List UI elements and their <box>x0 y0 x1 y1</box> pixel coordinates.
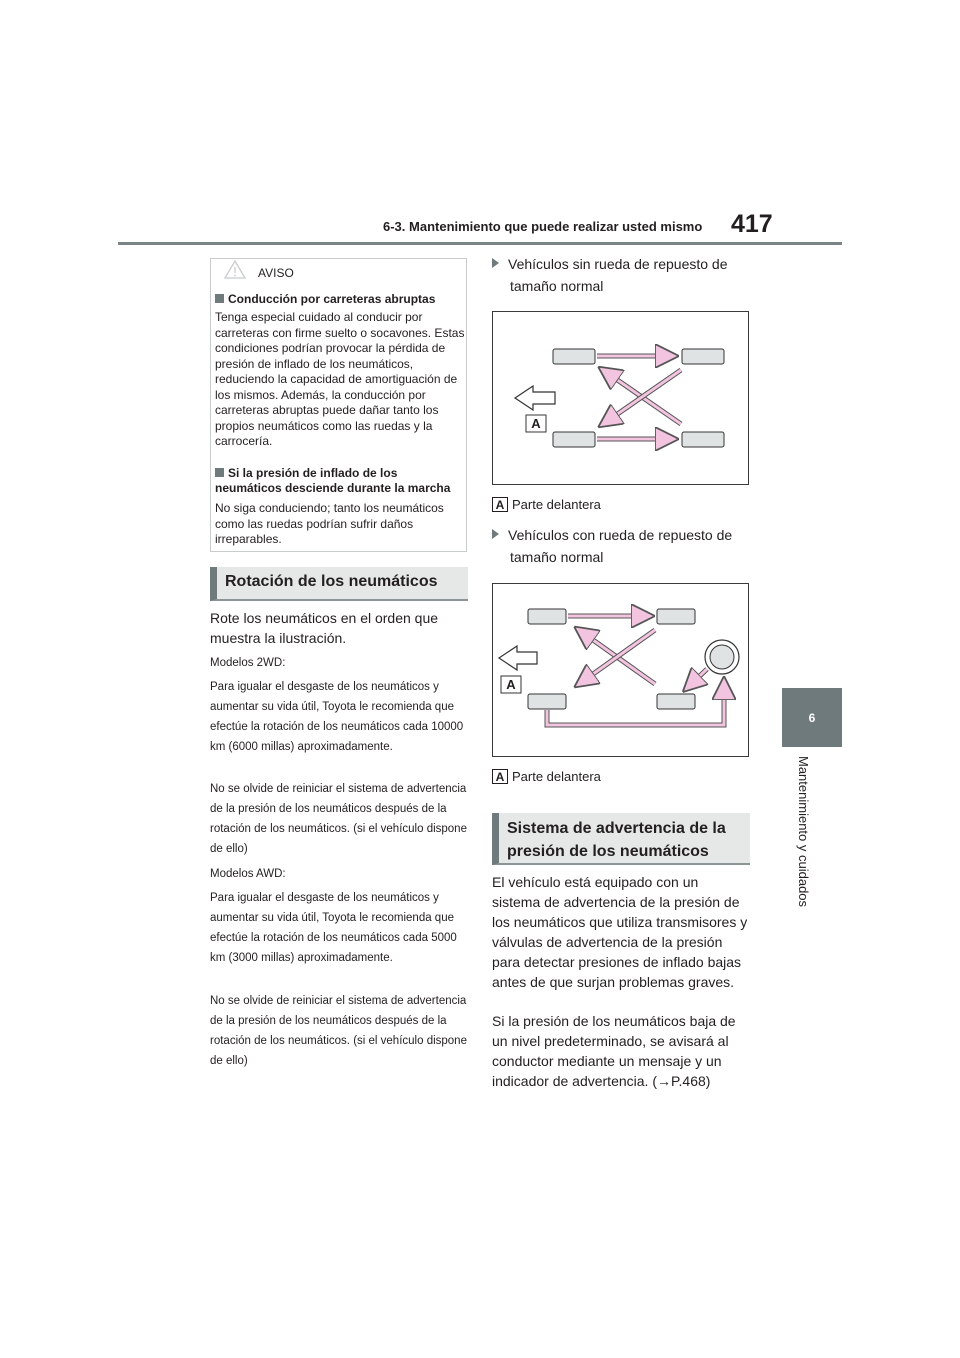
header-rule <box>118 242 842 245</box>
tire-rear-right <box>657 694 695 709</box>
section-heading-tpws: Sistema de advertencia de la presión de los neumáticos <box>492 813 750 865</box>
warning-item-heading: Conducción por carreteras abruptas <box>215 292 465 307</box>
page-number: 417 <box>731 210 773 238</box>
tpws-paragraph-2: Si la presión de los neumáticos baja de un nivel predeterminado, se avisará al conductor mediante un mensaje y un indicador de advertencia. (→P.468) <box>492 1013 736 1089</box>
chapter-label <box>796 756 828 926</box>
tpws-paragraph-1: El vehículo está equipado con un sistema de advertencia de la presión de los neumáticos que utiliza transmisores y válvulas de advertencia de la presión para detectar presiones de inflado bajas antes de que surjan problemas graves. <box>492 874 748 990</box>
model-awd-text: Para igualar el desgaste de los neumáticos y aumentar su vida útil, Toyota le recomienda que efectúe la rotación de los neumáticos cada 5000 km (3000 millas) aproximadamente. <box>210 892 457 964</box>
model-awd-reset: No se olvide de reiniciar el sistema de advertencia de la presión de los neumáticos después de la rotación de los neumáticos. (si el vehículo dispone de ello) <box>210 995 467 1067</box>
square-bullet-icon <box>215 468 224 477</box>
rotation-intro: Rote los neumáticos en el orden que muestra la ilustración. <box>210 610 439 646</box>
diagram-title-without-spare: Vehículos sin rueda de repuesto de tamaño normal <box>492 253 770 297</box>
tire-front-right <box>528 694 566 709</box>
tire-front-left <box>553 349 595 364</box>
section-title: 6-3. Mantenimiento que puede realizar usted mismo <box>383 219 703 234</box>
warning-item-body: No siga conduciendo; tanto los neumáticos como las ruedas podrían sufrir daños irreparables. <box>215 501 444 546</box>
front-direction-arrow <box>499 646 537 670</box>
diagram-caption: A Parte delantera <box>492 769 601 784</box>
rotation-diagram-graphic <box>493 312 748 484</box>
warning-item-body: Tenga especial cuidado al conducir por carreteras con firme suelto o socavones. Estas condiciones podrían provocar la pérdida de presión de inflado de los neumáticos, reduciendo la capacidad de amortiguación de los mismos. Además, la conducción por carreteras abruptas puede dañar tanto los propios neumáticos como las ruedas y la carrocería. <box>215 310 465 448</box>
warning-item-heading: Si la presión de inflado de los neumáticos desciende durante la marcha <box>215 466 451 495</box>
rotation-diagram-with-spare <box>492 583 749 757</box>
model-2wd-reset: No se olvide de reiniciar el sistema de advertencia de la presión de los neumáticos después de la rotación de los neumáticos. (si el vehículo dispone de ello) <box>210 783 467 855</box>
square-bullet-icon <box>215 294 224 303</box>
rotation-diagram-without-spare <box>492 311 749 485</box>
warning-triangle-icon <box>224 259 246 279</box>
bullet-triangle-icon <box>492 258 499 268</box>
diagram-title-with-spare: Vehículos con rueda de repuesto de tamaño normal <box>492 524 770 568</box>
tire-rear-left <box>657 609 695 624</box>
rotation-diagram-graphic <box>493 584 748 756</box>
caption-marker: A <box>492 497 508 512</box>
front-direction-arrow <box>515 386 555 410</box>
chapter-tab <box>782 688 842 747</box>
diagram-caption: A Parte delantera <box>492 497 601 512</box>
front-marker-label: A <box>531 416 541 431</box>
tire-front-right <box>553 432 595 447</box>
caption-marker: A <box>492 769 508 784</box>
tire-rear-right <box>682 432 724 447</box>
front-marker-label: A <box>506 677 516 692</box>
warning-title: AVISO <box>258 266 294 280</box>
tire-front-left <box>528 609 566 624</box>
chapter-label-text: Mantenimiento y cuidados <box>796 756 811 908</box>
section-heading-rotation: Rotación de los neumáticos <box>210 567 468 601</box>
bullet-triangle-icon <box>492 529 499 539</box>
model-2wd-text: Para igualar el desgaste de los neumáticos y aumentar su vida útil, Toyota le recomienda que efectúe la rotación de los neumáticos cada 10000 km (6000 millas) aproximadamente. <box>210 681 464 753</box>
model-2wd-label: Modelos 2WD: <box>210 657 286 669</box>
chapter-number: 6 <box>808 710 816 725</box>
tire-rear-left <box>682 349 724 364</box>
model-awd-label: Modelos AWD: <box>210 868 286 880</box>
